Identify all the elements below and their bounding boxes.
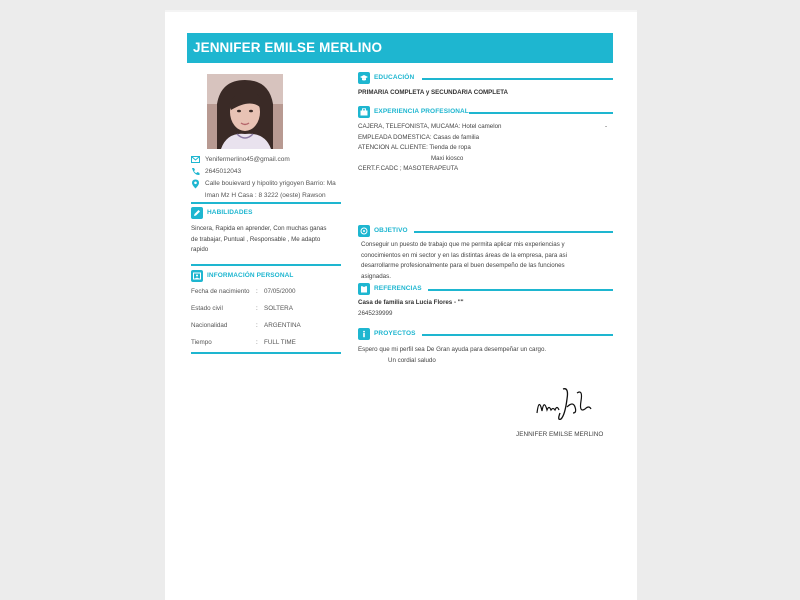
experiencia-text [358, 122, 608, 175]
signature-name: JENNIFER EMILSE MERLINO [516, 431, 604, 438]
profile-photo [207, 74, 283, 149]
objetivo-text [361, 240, 616, 282]
page-top-strip [165, 10, 637, 12]
experiencia-line: ATENCION AL CLIENTE: Tienda de ropa [358, 144, 471, 151]
mail-icon [191, 155, 200, 164]
location-pin-icon [191, 179, 200, 188]
habilidades-line: rapido [191, 246, 209, 253]
referencias-title: REFERENCIAS [374, 285, 422, 292]
clipboard-icon [358, 283, 370, 295]
signature-image [533, 383, 595, 423]
info-label: Estado civil [191, 305, 223, 312]
experiencia-dash: - [605, 123, 608, 130]
briefcase-icon [358, 106, 370, 118]
referencias-rule [428, 289, 613, 291]
habilidades-text [191, 224, 351, 256]
section-info-personal [191, 270, 341, 282]
info-value: 07/05/2000 [264, 288, 296, 295]
experiencia-line: Maxi kiosco [431, 154, 464, 162]
contact-email[interactable]: Yenifermerlino45@gmail.com [205, 156, 290, 163]
resume-page [165, 10, 637, 600]
info-sep: : [256, 322, 258, 329]
info-value: ARGENTINA [264, 322, 301, 329]
objetivo-line: conocimientos en mi sector y en las distintas áreas de la empresa, para asi [361, 251, 568, 259]
info-label: Fecha de nacimiento [191, 288, 250, 295]
educacion-title: EDUCACIÓN [374, 74, 415, 81]
name-header [187, 33, 613, 63]
referencias-text [358, 298, 613, 319]
target-icon [358, 225, 370, 237]
proyectos-line: Espero que mi perfil sea De Gran ayuda para desempeñar un cargo. [358, 346, 547, 353]
section-objetivo [358, 225, 613, 237]
habilidades-line: Sincera, Rapida en aprender, Con muchas ganas [191, 225, 327, 232]
objetivo-rule [414, 231, 613, 233]
info-personal-divider [191, 352, 341, 354]
info-sep: : [256, 305, 258, 312]
experiencia-line: EMPLEADA DOMESTICA: Casas de familia [358, 133, 480, 141]
educacion-text: PRIMARIA COMPLETA y SECUNDARIA COMPLETA [358, 89, 508, 96]
section-proyectos [358, 328, 613, 340]
habilidades-line: de trabajar, Puntual , Responsable , Me adapto [191, 235, 321, 243]
proyectos-line: Un cordial saludo [388, 356, 436, 364]
referencias-contact: Casa de familia sra Lucia Flores - "" [358, 299, 464, 306]
info-label: Nacionalidad [191, 322, 228, 329]
section-habilidades [191, 207, 341, 219]
info-label: Tiempo [191, 339, 212, 346]
contact-address-line2: lman Mz H Casa : 8 3222 (oeste) Rawson [205, 192, 326, 199]
info-icon [358, 328, 370, 340]
graduation-cap-icon [358, 72, 370, 84]
experiencia-line: CAJERA, TELEFONISTA, MUCAMA: Hotel camelon [358, 123, 502, 130]
experiencia-title: EXPERIENCIA PROFESIONAL [374, 108, 469, 115]
section-referencias [358, 283, 613, 295]
contact-divider [191, 202, 341, 204]
contact-address-line1: Calle bouievard y hipolito yrigoyen Barrio: Ma [205, 180, 336, 187]
habilidades-divider [191, 264, 341, 266]
candidate-name: JENNIFER EMILSE MERLINO [193, 40, 383, 55]
experiencia-rule [469, 112, 613, 114]
info-value: FULL TIME [264, 339, 296, 346]
educacion-rule [422, 78, 613, 80]
section-educacion [358, 72, 613, 84]
referencias-phone: 2645239999 [358, 309, 393, 317]
proyectos-text [358, 345, 618, 366]
phone-icon [191, 167, 200, 176]
objetivo-title: OBJETIVO [374, 227, 408, 234]
section-experiencia [358, 106, 613, 118]
info-personal-title: INFORMACIÓN PERSONAL [207, 272, 294, 279]
proyectos-title: PROYECTOS [374, 330, 416, 337]
proyectos-rule [422, 334, 613, 336]
objetivo-line: asignadas. [361, 272, 391, 280]
info-value: SOLTERA [264, 305, 293, 312]
user-icon [191, 270, 203, 282]
objetivo-line: desarrollarme profesionalmente para el buen desempeño de las funciones [361, 262, 565, 269]
pencil-icon [191, 207, 203, 219]
info-sep: : [256, 339, 258, 346]
experiencia-line: CERT.F.CADC ; MASOTERAPEUTA [358, 165, 459, 172]
habilidades-title: HABILIDADES [207, 209, 253, 216]
contact-phone: 2645012043 [205, 168, 242, 175]
info-sep: : [256, 288, 258, 295]
objetivo-line: Conseguir un puesto de trabajo que me permita aplicar mis experiencias y [361, 241, 565, 248]
